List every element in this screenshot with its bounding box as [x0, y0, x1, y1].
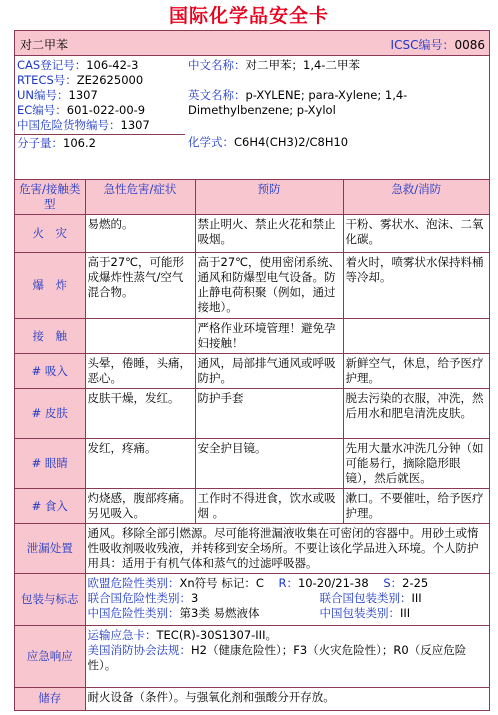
icsc-number — [391, 36, 485, 53]
cas-label: CAS登记号： — [17, 58, 87, 72]
hazard-table — [15, 180, 489, 710]
page-title: 国际化学品安全卡 — [168, 5, 329, 27]
row-type: 接 触 — [15, 319, 85, 354]
rtecs-row — [17, 73, 185, 88]
row-aid: 新鲜空气，休息，给予医疗护理。 — [343, 354, 489, 389]
table-row — [15, 389, 489, 439]
cn-hazard-row — [17, 118, 185, 133]
formula-value: C6H4(CH3)2/C8H10 — [234, 135, 349, 149]
formula-label: 化学式： — [188, 135, 234, 149]
row-type: # 皮肤 — [15, 389, 85, 439]
row-prevention: 工作时不得进食，饮水或吸烟 。 — [195, 489, 343, 524]
name-bar — [15, 31, 489, 56]
row-hazard: 发红，疼痛。 — [85, 439, 195, 489]
row-hazard: 灼烧感，腹部疼痛。另见吸入。 — [85, 489, 195, 524]
row-type: # 食入 — [15, 489, 85, 524]
eu-class-value: Xn符号 标记：C — [179, 576, 264, 590]
row-aid: 干粉、雾状水、泡沫、二氧化碳。 — [343, 215, 489, 253]
cn-pack-value: III — [400, 606, 411, 620]
nfpa-label: 美国消防协会法规： — [87, 643, 191, 657]
identifier-block — [15, 56, 489, 180]
cn-hazard-label: 中国危险货物编号： — [17, 118, 121, 132]
row-aid: 脱去污染的衣服，冲洗，然后用水和肥皂清洗皮肤。 — [343, 389, 489, 439]
r-label: R： — [278, 576, 298, 590]
mw-label: 分子量： — [17, 136, 63, 150]
rtecs-value: ZE2625000 — [76, 73, 144, 87]
spill-text: 通风。移除全部引燃源。尽可能将泄漏液收集在可密闭的容器中。用砂土或惰性吸收剂吸收残液，并转移到安全场所。不要让该化学品进入环境。个人防护用具：适用于有机气体和蒸气的过滤呼吸器。 — [85, 524, 489, 574]
row-aid — [343, 319, 489, 354]
icsc-value: 0086 — [454, 38, 485, 52]
header-prevention: 预防 — [195, 180, 343, 215]
row-hazard — [85, 319, 195, 354]
row-type: 火 灾 — [15, 215, 85, 253]
un-pack-value: III — [411, 591, 422, 605]
emergency-label: 应急响应 — [15, 626, 85, 688]
emergency-row — [15, 626, 489, 688]
row-prevention: 安全护目镜。 — [195, 439, 343, 489]
row-aid: 着火时，喷雾状水保持料桶等冷却。 — [343, 253, 489, 319]
row-prevention: 严格作业环境管理！避免孕妇接触！ — [195, 319, 343, 354]
spill-row — [15, 524, 489, 574]
row-hazard: 头晕，倦睡，头痛，恶心。 — [85, 354, 195, 389]
emergency-content — [85, 626, 489, 688]
r-value: 10-20/21-38 — [297, 576, 369, 590]
storage-text: 耐火设备（条件）。与强氧化剂和强酸分开存放。 — [85, 688, 489, 710]
un-row — [17, 88, 185, 103]
cn-name-row — [188, 58, 488, 73]
un-class-label: 联合国危险性类别： — [87, 591, 191, 605]
card-frame — [14, 30, 490, 711]
header-aid: 急救/消防 — [343, 180, 489, 215]
row-aid: 漱口。不要催吐，给予医疗护理。 — [343, 489, 489, 524]
un-class-value: 3 — [191, 591, 199, 605]
row-hazard: 易燃的。 — [85, 215, 195, 253]
packaging-content — [85, 574, 489, 626]
un-label: UN编号： — [17, 88, 69, 102]
cn-class-value: 第3类 易燃液体 — [179, 606, 260, 620]
cn-name-value: 对二甲苯；1,4-二甲苯 — [245, 58, 360, 72]
cn-class-label: 中国危险性类别： — [87, 606, 180, 620]
packaging-label: 包装与标志 — [15, 574, 85, 626]
row-type: 爆 炸 — [15, 253, 85, 319]
cas-row — [17, 58, 185, 73]
packaging-eu-line — [88, 576, 488, 591]
header-type: 危害/接触类型 — [15, 180, 85, 215]
nfpa-value: H2（健康危险性）；F3（火灾危险性）；R0（反应危险性）。 — [87, 643, 467, 672]
ec-value: 601-022-00-9 — [66, 103, 146, 117]
row-prevention: 禁止明火、禁止火花和禁止吸烟。 — [195, 215, 343, 253]
divider — [15, 134, 185, 135]
s-value: 2-25 — [402, 576, 429, 590]
table-row — [15, 319, 489, 354]
un-pack-label: 联合国包装类别： — [319, 591, 412, 605]
table-row — [15, 439, 489, 489]
transport-value: TEC(R)-30S1307-III。 — [156, 628, 277, 642]
row-aid: 先用大量水冲洗几分钟（如可能易行，摘除隐形眼镜），然后就医。 — [343, 439, 489, 489]
transport-line — [88, 628, 488, 643]
packaging-row — [15, 574, 489, 626]
spill-label: 泄漏处置 — [15, 524, 85, 574]
eu-class-label: 欧盟危险性类别： — [87, 576, 180, 590]
storage-label: 储存 — [15, 688, 85, 710]
table-header-row — [15, 180, 489, 215]
row-type: # 吸入 — [15, 354, 85, 389]
en-name-value: p-XYLENE; para-Xylene; 1,4-Dimethylbenzene; p-Xylol — [188, 88, 408, 117]
cn-name-label: 中文名称： — [188, 58, 246, 72]
row-prevention: 通风，局部排气通风或呼吸防护。 — [195, 354, 343, 389]
packaging-cn-line — [88, 606, 488, 621]
table-row — [15, 253, 489, 319]
transport-label: 运输应急卡： — [87, 628, 157, 642]
row-type: # 眼睛 — [15, 439, 85, 489]
formula-row — [188, 135, 488, 150]
en-name-label: 英文名称： — [188, 88, 246, 102]
nfpa-line — [88, 643, 488, 673]
cn-hazard-value: 1307 — [120, 118, 150, 132]
table-row — [15, 489, 489, 524]
ec-label: EC编号： — [17, 103, 67, 117]
storage-row — [15, 688, 489, 710]
un-value: 1307 — [68, 88, 98, 102]
en-name-row — [188, 88, 488, 118]
chemical-name: 对二甲苯 — [20, 38, 69, 52]
table-row — [15, 354, 489, 389]
row-prevention: 防护手套 — [195, 389, 343, 439]
ec-row — [17, 103, 185, 118]
name-column — [188, 58, 488, 150]
s-label: S： — [383, 576, 403, 590]
icsc-label: ICSC编号： — [390, 38, 455, 52]
table-row — [15, 215, 489, 253]
row-hazard: 皮肤干燥，发红。 — [85, 389, 195, 439]
row-prevention: 高于27℃，使用密闭系统、通风和防爆型电气设备。防止静电荷积聚（例如，通过接地）。 — [195, 253, 343, 319]
identifier-column — [17, 58, 185, 151]
cn-pack-label: 中国包装类别： — [319, 606, 400, 620]
packaging-un-line — [88, 591, 488, 606]
row-hazard: 高于27℃，可能形成爆炸性蒸气/空气混合物。 — [85, 253, 195, 319]
rtecs-label: RTECS号： — [17, 73, 77, 87]
mw-value: 106.2 — [63, 136, 96, 150]
header-hazard: 急性危害/症状 — [85, 180, 195, 215]
mw-row — [17, 136, 185, 151]
cas-value: 106-42-3 — [86, 58, 139, 72]
